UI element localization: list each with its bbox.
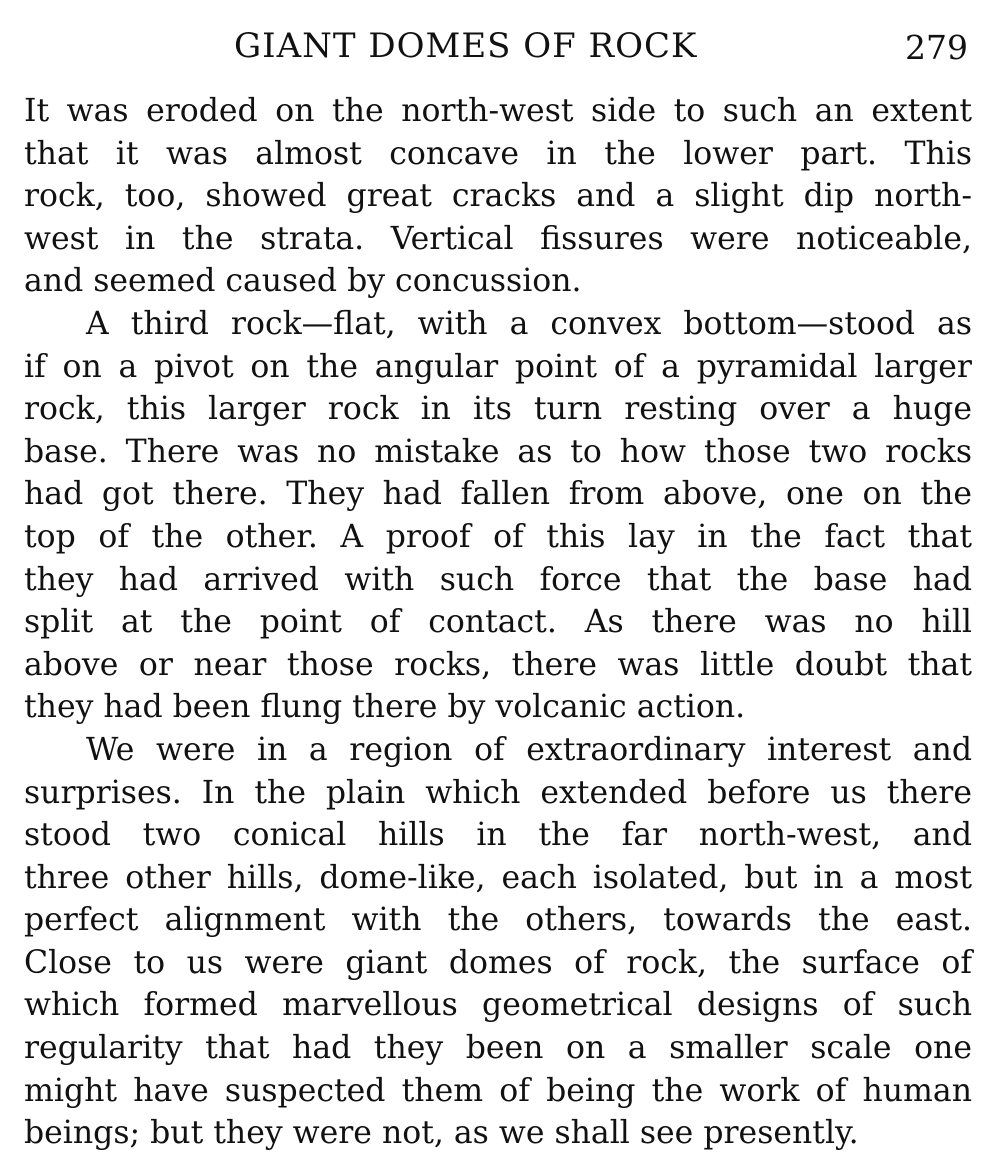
text-line: west in the strata. Vertical fissures were noticeable, xyxy=(24,220,972,257)
text-line: above or near those rocks, there was little doubt that xyxy=(24,646,972,683)
text-line: three other hills, dome-like, each isolated, but in a most xyxy=(24,859,972,896)
text-line: It was eroded on the north-west side to such an extent xyxy=(24,93,972,129)
text-line: rock, this larger rock in its turn resting over a huge xyxy=(24,391,972,428)
text-line: stood two conical hills in the far north-west, and xyxy=(24,817,972,854)
paragraph xyxy=(24,303,972,729)
page-number: 279 xyxy=(905,28,968,67)
body-text xyxy=(24,90,972,1155)
text-line: split at the point of contact. As there was no hill xyxy=(24,604,972,641)
text-line: base. There was no mistake as to how those two rocks xyxy=(24,433,972,470)
paragraph xyxy=(24,729,972,1155)
text-line: regularity that had they been on a smaller scale one xyxy=(24,1030,972,1067)
text-line: rock, too, showed great cracks and a slight dip north- xyxy=(24,178,972,215)
text-line: Close to us were giant domes of rock, the surface of xyxy=(24,944,972,981)
text-line: top of the other. A proof of this lay in the fact that xyxy=(24,518,972,555)
text-line: if on a pivot on the angular point of a pyramidal larger xyxy=(24,348,972,385)
text-line: they had been flung there by volcanic action. xyxy=(24,689,746,726)
text-line: A third rock—flat, with a convex bottom—stood as xyxy=(86,305,972,342)
text-line: might have suspected them of being the work of human xyxy=(24,1072,972,1109)
text-line: they had arrived with such force that the base had xyxy=(24,561,972,598)
text-line: We were in a region of extraordinary interest and xyxy=(86,731,972,768)
text-line: that it was almost concave in the lower part. This xyxy=(24,135,972,172)
text-line: surprises. In the plain which extended before us there xyxy=(24,774,972,811)
text-line: beings; but they were not, as we shall see presently. xyxy=(24,1115,859,1152)
text-line: which formed marvellous geometrical designs of such xyxy=(24,987,972,1024)
book-page xyxy=(24,22,972,1155)
paragraph xyxy=(24,90,972,303)
text-line: had got there. They had fallen from above, one on the xyxy=(24,476,972,513)
text-line: perfect alignment with the others, towards the east. xyxy=(24,902,972,939)
text-line: and seemed caused by concussion. xyxy=(24,263,582,300)
running-title: GIANT DOMES OF ROCK xyxy=(234,26,698,66)
page-header xyxy=(24,22,972,72)
